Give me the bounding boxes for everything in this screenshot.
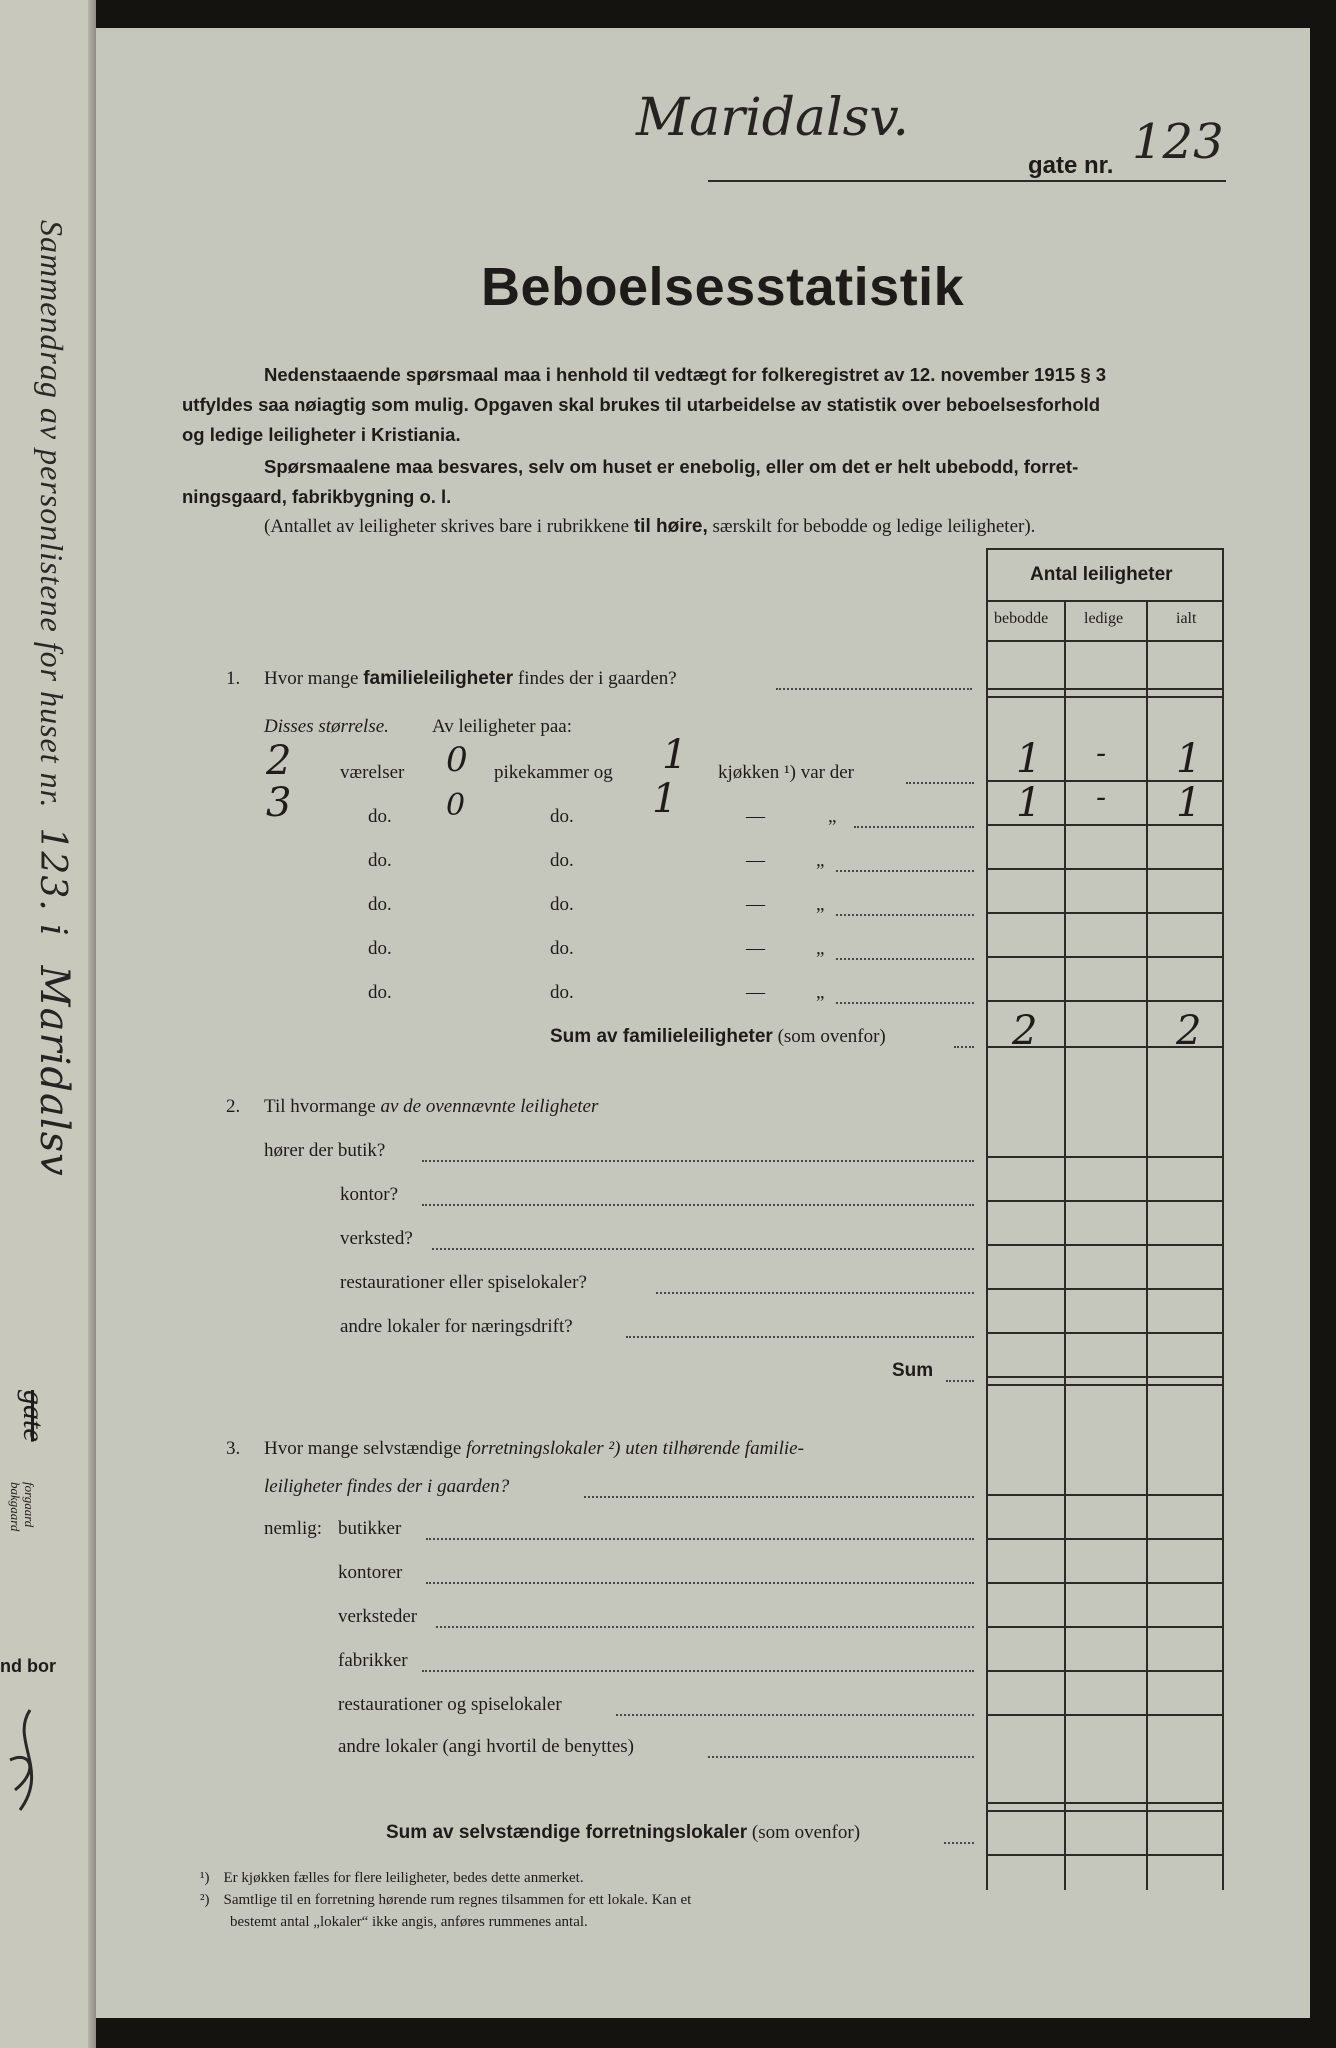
q3-nemlig: nemlig:: [264, 1518, 323, 1539]
q2-number: 2.: [226, 1096, 241, 1117]
q3-text-line1: Hvor mange selvstændige forretningslokaler ²) uten tilhørende familie-: [264, 1438, 804, 1459]
form-page: [96, 28, 1310, 2018]
row1-kjokken-label: kjøkken ¹) var der: [718, 762, 855, 783]
header-gate-label: gate nr.: [1028, 152, 1114, 179]
side-house-number: 123. i: [32, 827, 73, 937]
row1-pikekammer-label: pikekammer og: [494, 762, 613, 783]
left-page-strip: [0, 0, 96, 2048]
row2-bebodde: 1: [1016, 780, 1042, 826]
q3-item-butikker: butikker: [338, 1518, 402, 1539]
col-ialt: ialt: [1176, 610, 1197, 627]
side-street-name: Maridalsv: [31, 965, 77, 1177]
row3-quote: „: [816, 850, 825, 871]
q2-item-verksted: verksted?: [340, 1228, 413, 1249]
row1-bebodde: 1: [1016, 736, 1042, 782]
row3-dash: —: [746, 850, 765, 871]
row2-pikekammer-hand: 0: [446, 788, 466, 823]
side-caption-text: Sammendrag av personlistene for huset nr. 123. i Maridalsv: [31, 220, 77, 1177]
q3-item-fabrikker: fabrikker: [338, 1650, 408, 1671]
row3-do-2: do.: [550, 850, 574, 871]
row4-dash: —: [746, 894, 765, 915]
side-caption: [14, 220, 84, 1340]
row1-kjokken-hand: 1: [662, 732, 688, 778]
q3-text-line2: leiligheter findes der i gaarden?: [264, 1476, 510, 1497]
side-bor-label: nd bor: [0, 1656, 56, 1676]
col-bebodde: bebodde: [994, 610, 1049, 627]
q3-number: 3.: [226, 1438, 241, 1459]
row5-quote: „: [816, 938, 825, 959]
row4-do-2: do.: [550, 894, 574, 915]
q2-item-andre: andre lokaler for næringsdrift?: [340, 1316, 573, 1337]
row4-do-1: do.: [368, 894, 392, 915]
row6-dash: —: [746, 982, 765, 1003]
row1-vaerelser-label: værelser: [340, 762, 405, 783]
q1-number: 1.: [226, 668, 241, 689]
row2-do-1: do.: [368, 806, 392, 827]
page-title: Beboelsesstatistik: [481, 257, 965, 317]
row1-ialt: 1: [1176, 736, 1202, 782]
row5-do-1: do.: [368, 938, 392, 959]
q3-item-restaurationer: restaurationer og spiselokaler: [338, 1694, 562, 1715]
row1-vaerelser-hand: 2: [266, 738, 292, 784]
row5-dash: —: [746, 938, 765, 959]
row5-do-2: do.: [550, 938, 574, 959]
q2-text: Til hvormange av de ovennævnte leiligheter: [264, 1096, 599, 1117]
row1-pikekammer-hand: 0: [446, 740, 468, 780]
row2-dash: —: [746, 806, 765, 827]
row2-ledige: -: [1096, 780, 1107, 815]
intro-p1-line3: og ledige leiligheter i Kristiania.: [182, 424, 461, 445]
header-house-number: 123: [1132, 114, 1224, 170]
q1-sum: Sum av familieleiligheter (som ovenfor): [550, 1026, 886, 1047]
intro-p2-line1: Spørsmaalene maa besvares, selv om huset er enebolig, eller om det er helt ubebodd, forret-: [264, 456, 1079, 477]
footnote-2b: bestemt antal „lokaler“ ikke angis, anføres rummenes antal.: [230, 1914, 588, 1930]
row3-do-1: do.: [368, 850, 392, 871]
col-ledige: ledige: [1084, 610, 1124, 627]
intro-p1-line1: Nedenstaaende spørsmaal maa i henhold til vedtægt for folkeregistret av 12. november 1915 § 3: [264, 364, 1107, 385]
row1-ledige: -: [1096, 736, 1107, 771]
row2-do-2: do.: [550, 806, 574, 827]
footnote-1: ¹) Er kjøkken fælles for flere leiligheter, bedes dette anmerket.: [200, 1870, 584, 1886]
row2-kjokken-hand: 1: [652, 776, 678, 822]
q2-sum: Sum: [892, 1360, 934, 1381]
side-bakgaard: bakgaard: [8, 1482, 23, 1532]
q3-sum: Sum av selvstændige forretningslokaler (som ovenfor): [386, 1822, 861, 1843]
row6-do-2: do.: [550, 982, 574, 1003]
q1-sub-italic: Disses størrelse.: [264, 716, 389, 737]
q2-item-kontor: kontor?: [340, 1184, 399, 1205]
q3-item-kontorer: kontorer: [338, 1562, 403, 1583]
q2-item-restaurationer: restaurationer eller spiselokaler?: [340, 1272, 587, 1293]
side-forgaard: forgaard: [22, 1482, 37, 1528]
row6-quote: „: [816, 982, 825, 1003]
intro-p1-line2: utfyldes saa nøiagtig som mulig. Opgaven skal brukes til utarbeidelse av statistik over beboelsesforhold: [182, 394, 1101, 415]
sum-bebodde: 2: [1012, 1008, 1038, 1054]
q3-item-verksteder: verksteder: [338, 1606, 418, 1627]
row2-quote: „: [828, 806, 837, 827]
sum-ialt: 2: [1176, 1008, 1202, 1054]
row4-quote: „: [816, 894, 825, 915]
table-header: Antal leiligheter: [1030, 564, 1173, 585]
q2-item-butik: hører der butik?: [264, 1140, 386, 1161]
q1-sub: Av leiligheter paa:: [432, 716, 572, 737]
q3-item-andre: andre lokaler (angi hvortil de benyttes): [338, 1736, 634, 1757]
q1-text: Hvor mange familieleiligheter findes der i gaarden?: [264, 668, 677, 689]
side-gate-label: gate: [17, 1390, 50, 1442]
row6-do-1: do.: [368, 982, 392, 1003]
intro-p2-line2: ningsgaard, fabrikbygning o. l.: [182, 486, 452, 507]
header-street-hand: Maridalsv.: [636, 88, 910, 148]
footnote-2: ²) Samtlige til en forretning hørende rum regnes tilsammen for ett lokale. Kan et: [200, 1892, 692, 1908]
row2-ialt: 1: [1176, 780, 1202, 826]
row2-vaerelser-hand: 3: [266, 780, 292, 826]
intro-p3: (Antallet av leiligheter skrives bare i rubrikkene til høire, særskilt for bebodde og ledige leiligheter).: [264, 516, 1036, 537]
side-handwriting-mark: [0, 1700, 60, 1820]
